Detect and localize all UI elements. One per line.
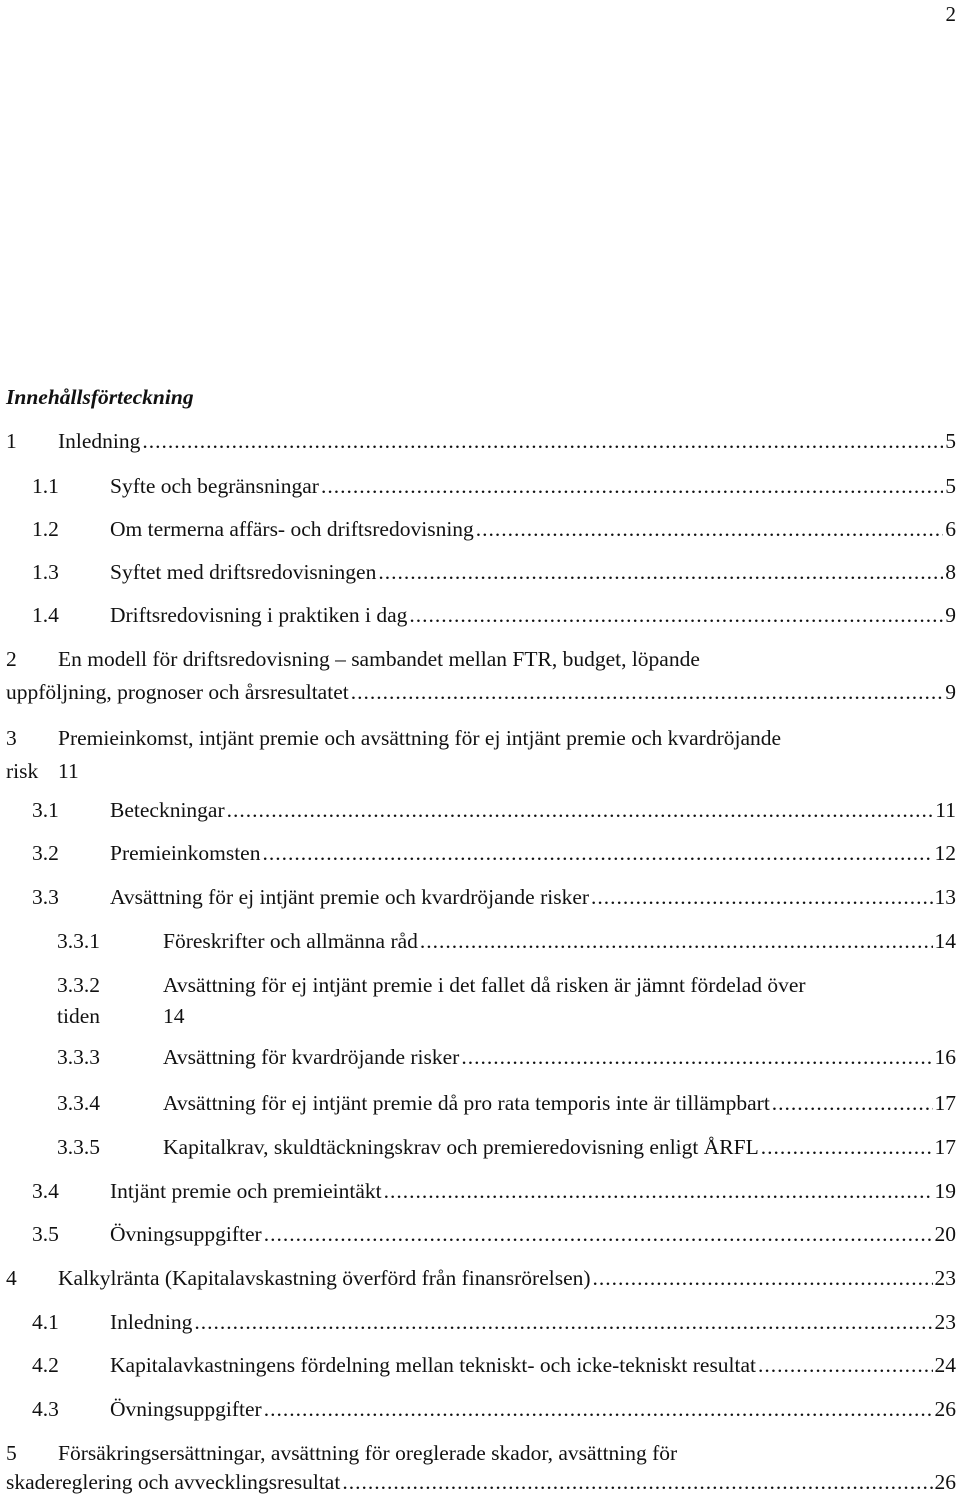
leader-dots [758,1353,932,1377]
toc-entry-label: Syfte och begränsningar [110,474,319,498]
toc-entry-page: 19 [934,1179,956,1203]
toc-entry-page: 17 [934,1091,956,1115]
leader-dots [194,1310,932,1334]
toc-entry-label: Avsättning för ej intjänt premie i det fallet då risken är jämnt fördelad över [163,973,806,997]
toc-entry-number: 1.3 [32,560,59,584]
toc-entry-number: 3.3.3 [57,1045,100,1069]
toc-entry-page: 11 [935,798,956,822]
toc-entry-page: 26 [934,1397,956,1421]
toc-entry-number: 3 [6,726,17,750]
toc-entry-number: 4.2 [32,1353,59,1377]
toc-entry-page: 23 [934,1266,956,1290]
toc-entry-label: Premieinkomsten [110,841,261,865]
toc-entry-page: 9 [945,680,956,704]
toc-entry-page: 8 [945,560,956,584]
leader-dots [384,1179,933,1203]
toc-entry-number: 4.1 [32,1310,59,1334]
leader-dots [593,1266,933,1290]
toc-entry-page: 17 [934,1135,956,1159]
toc-entry-label-continued: skadereglering och avvecklingsresultat [6,1470,341,1494]
toc-entry-page: 20 [934,1222,956,1246]
toc-entry-page: 23 [934,1310,956,1334]
toc-entry-number: 3.4 [32,1179,59,1203]
toc-entry-number: 1.2 [32,517,59,541]
toc-title: Innehållsförteckning [6,385,194,409]
toc-entry-page: 5 [945,474,956,498]
leader-dots [476,517,943,541]
toc-entry-number: 1 [6,429,17,453]
leader-dots [142,429,943,453]
toc-entry-number: 5 [6,1441,17,1465]
toc-entry-number: 1.4 [32,603,59,627]
toc-entry-label: Beteckningar [110,798,225,822]
toc-entry-label: Avsättning för kvardröjande risker [163,1045,460,1069]
toc-entry-label-continued: uppföljning, prognoser och årsresultatet [6,680,349,704]
toc-entry-page: 16 [934,1045,956,1069]
toc-entry-number: 3.3.5 [57,1135,100,1159]
leader-dots [761,1135,933,1159]
leader-dots [264,1222,933,1246]
leader-dots [420,929,933,953]
leader-dots [591,885,932,909]
leader-dots [409,603,943,627]
toc-entry-number: 3.3.2 [57,973,100,997]
toc-entry-label: Föreskrifter och allmänna råd [163,929,418,953]
toc-entry-number: 4.3 [32,1397,59,1421]
leader-dots [262,841,932,865]
toc-entry-page: 6 [945,517,956,541]
toc-entry-label: Driftsredovisning i praktiken i dag [110,603,408,627]
toc-entry-label: Övningsuppgifter [110,1397,262,1421]
toc-entry-label-continued: tiden [57,1004,100,1028]
toc-entry-label: Avsättning för ej intjänt premie då pro rata temporis inte är tillämpbart [163,1091,770,1115]
toc-entry-page: 12 [934,841,956,865]
leader-dots [351,680,944,704]
toc-entry-label: Övningsuppgifter [110,1222,262,1246]
toc-entry-number: 1.1 [32,474,59,498]
toc-entry-page: 14 [163,1004,185,1028]
toc-entry-label: Försäkringsersättningar, avsättning för oreglerade skador, avsättning för [58,1441,678,1465]
toc-entry-label: Premieinkomst, intjänt premie och avsättning för ej intjänt premie och kvardröjande [58,726,782,750]
leader-dots [772,1091,933,1115]
leader-dots [342,1470,932,1494]
toc-entry-number: 3.3.1 [57,929,100,953]
toc-entry-label: En modell för driftsredovisning – sambandet mellan FTR, budget, löpande [58,647,700,671]
toc-entry-page: 11 [58,759,79,783]
toc-entry-number: 3.1 [32,798,59,822]
toc-entry-label: Kapitalavkastningens fördelning mellan tekniskt- och icke-tekniskt resultat [110,1353,757,1377]
toc-entry-number: 3.3.4 [57,1091,100,1115]
toc-entry-number: 3.5 [32,1222,59,1246]
toc-entry-label: Kalkylränta (Kapitalavskastning överförd från finansrörelsen) [58,1266,591,1290]
toc-entry-label-continued: risk [6,759,39,783]
toc-entry-label: Inledning [58,429,141,453]
toc-entry-page: 13 [934,885,956,909]
toc-entry-page: 5 [945,429,956,453]
toc-entry-number: 2 [6,647,17,671]
toc-entry-page: 24 [934,1353,956,1377]
page-number: 2 [945,2,956,26]
toc-entry-page: 26 [934,1470,956,1494]
leader-dots [378,560,943,584]
toc-entry-number: 3.3 [32,885,59,909]
toc-entry-label: Inledning [110,1310,193,1334]
leader-dots [461,1045,932,1069]
toc-entry-label: Syftet med driftsredovisningen [110,560,377,584]
leader-dots [321,474,943,498]
toc-entry-label: Avsättning för ej intjänt premie och kvardröjande risker [110,885,590,909]
toc-entry-page: 14 [934,929,956,953]
toc-entry-label: Intjänt premie och premieintäkt [110,1179,382,1203]
toc-entry-number: 4 [6,1266,17,1290]
leader-dots [264,1397,933,1421]
toc-entry-number: 3.2 [32,841,59,865]
toc-entry-page: 9 [945,603,956,627]
toc-entry-label: Kapitalkrav, skuldtäckningskrav och premieredovisning enligt ÅRFL [163,1135,759,1159]
leader-dots [227,798,934,822]
toc-entry-label: Om termerna affärs- och driftsredovisning [110,517,474,541]
